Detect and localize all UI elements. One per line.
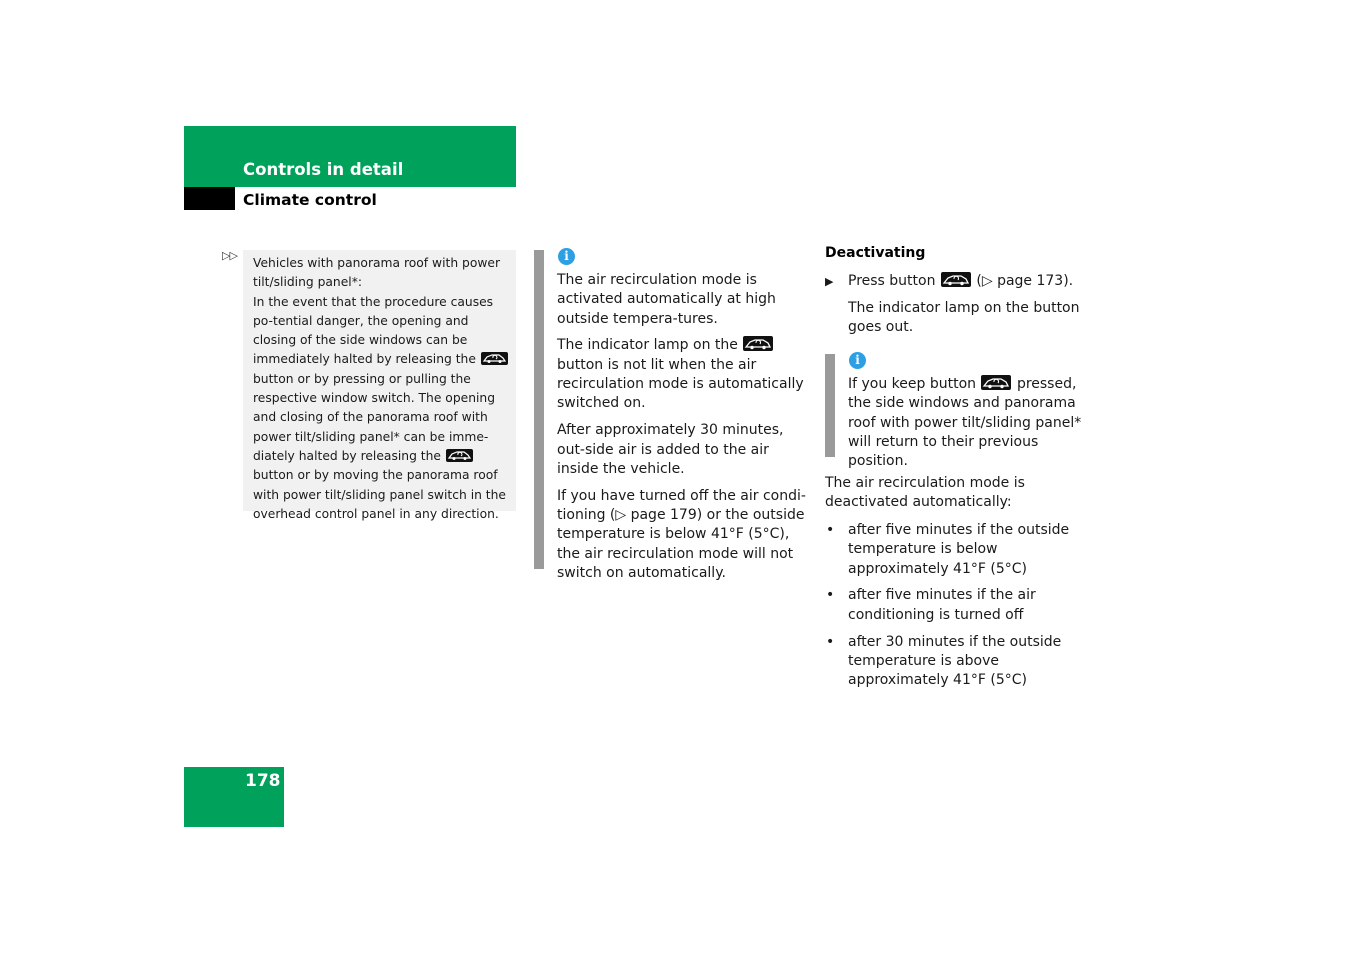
note-text-part: In the event that the procedure causes po-tential danger, the opening and closing of the side windows can be immediately halted by releasing the: [253, 294, 494, 367]
recirculation-button-icon: [981, 375, 1011, 390]
recirculation-button-icon: [941, 272, 971, 287]
info-text-block: [848, 375, 1098, 471]
auto-deactivation-intro: The air recirculation mode is deactivated automatically:: [825, 475, 1025, 511]
list-item: • after five minutes if the air conditioning is turned off: [825, 586, 1100, 625]
page-number: 178: [245, 771, 281, 791]
info-text-part: button is not lit when the air recirculation mode is automatically switched on.: [557, 356, 804, 412]
recirculation-button-icon: [743, 336, 773, 351]
info-text-part: If you keep button: [848, 376, 977, 392]
auto-deactivation-list: [825, 521, 1100, 698]
info-side-bar: [825, 354, 835, 457]
list-item: • after five minutes if the outside temperature is below approximately 41°F (5°C): [825, 521, 1100, 579]
info-side-bar: [534, 250, 544, 569]
info-paragraph: [557, 336, 807, 413]
recirculation-button-icon: [481, 352, 508, 365]
recirculation-button-icon: [446, 449, 473, 462]
note-box-text: [253, 254, 511, 524]
note-box-heading: Vehicles with panorama roof with power tilt/sliding panel*:: [253, 256, 501, 290]
deactivating-heading: Deactivating: [825, 245, 926, 261]
continued-marker: ▷▷: [222, 249, 237, 262]
section-tab-marker: [184, 187, 235, 210]
note-text-part: button or by pressing or pulling the respective window switch. The opening and closing of the panorama roof with power tilt/sliding panel* can be imme-diately halted by releasing the: [253, 371, 495, 463]
note-text-part: button or by moving the panorama roof with power tilt/sliding panel switch in the overhead control panel in any direction.: [253, 468, 506, 521]
subsection-title: Climate control: [243, 191, 377, 209]
info-paragraph: If you have turned off the air condi-tioning (▷ page 179) or the outside temperature is below 41°F (5°C), the air recirculation mode will not switch on automatically.: [557, 487, 806, 581]
step-arrow-icon: ▶: [825, 275, 834, 288]
info-text-part: pressed, the side windows and panorama roof with power tilt/sliding panel* will return to their previous position.: [848, 376, 1082, 470]
info-icon: i: [849, 352, 866, 369]
section-title: Controls in detail: [243, 160, 404, 179]
step-instruction: [848, 272, 1098, 291]
info-text-part: The indicator lamp on the: [557, 337, 738, 354]
note-box-paragraph: [253, 293, 511, 525]
step-result: The indicator lamp on the button goes out.: [848, 300, 1080, 336]
info-text-block: [557, 271, 807, 591]
info-paragraph: After approximately 30 minutes, out-side air is added to the air inside the vehicle.: [557, 422, 784, 477]
step-text-part: (▷ page 173).: [976, 273, 1074, 289]
info-icon: i: [558, 248, 575, 265]
list-item: • after 30 minutes if the outside temperature is above approximately 41°F (5°C): [825, 633, 1100, 691]
step-text-part: Press button: [848, 273, 936, 289]
info-paragraph: The air recirculation mode is activated automatically at high outside tempera-tures.: [557, 272, 776, 327]
